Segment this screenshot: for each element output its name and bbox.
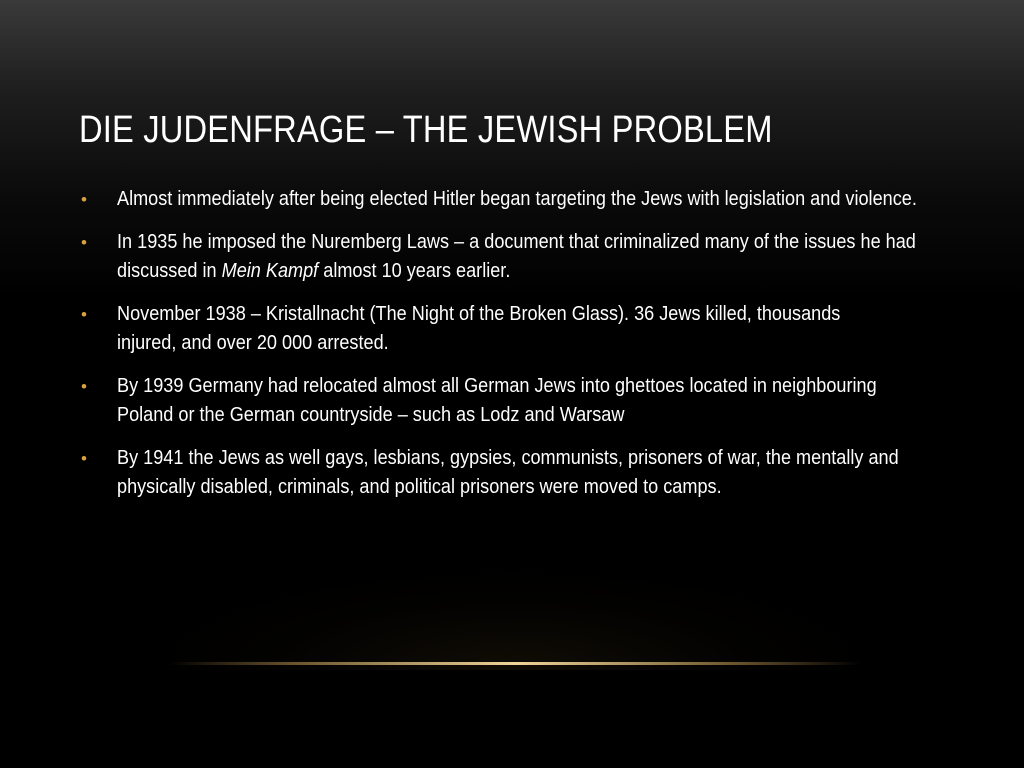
bullet-item-3 — [79, 300, 979, 358]
slide-title: DIE JUDENFRAGE – THE JEWISH PROBLEM — [79, 109, 773, 151]
bullet-icon: • — [81, 190, 87, 209]
divider-glow — [120, 560, 904, 670]
bullet-text: Almost immediately after being elected Hitler began targeting the Jews with legislation and violence. — [117, 188, 917, 210]
bullet-text-part: In 1935 he imposed the Nuremberg Laws – a document that criminalized many of the issues he had discussed in — [117, 231, 916, 282]
bullet-text-part: almost 10 years earlier. — [318, 260, 511, 282]
bullet-icon: • — [81, 305, 87, 324]
bullet-item-4 — [79, 372, 979, 430]
bullet-text: By 1941 the Jews as well gays, lesbians, gypsies, communists, prisoners of war, the mentally and physically disabled, criminals, and political prisoners were moved to camps. — [117, 447, 899, 498]
bullet-text: November 1938 – Kristallnacht (The Night of the Broken Glass). 36 Jews killed, thousands injured, and over 20 000 arrested. — [117, 303, 841, 354]
bullet-list — [79, 185, 979, 516]
bullet-icon: • — [81, 377, 87, 396]
bullet-text: By 1939 Germany had relocated almost all German Jews into ghettoes located in neighbouring Poland or the German countryside – such as Lodz and Warsaw — [117, 375, 877, 426]
bullet-item-1 — [79, 185, 979, 214]
bullet-icon: • — [81, 449, 87, 468]
bullet-icon: • — [81, 233, 87, 252]
bullet-item-5 — [79, 444, 979, 502]
book-title: Mein Kampf — [221, 260, 319, 282]
bullet-text — [117, 228, 932, 286]
bullet-item-2 — [79, 228, 979, 286]
gold-divider-line — [170, 662, 860, 665]
